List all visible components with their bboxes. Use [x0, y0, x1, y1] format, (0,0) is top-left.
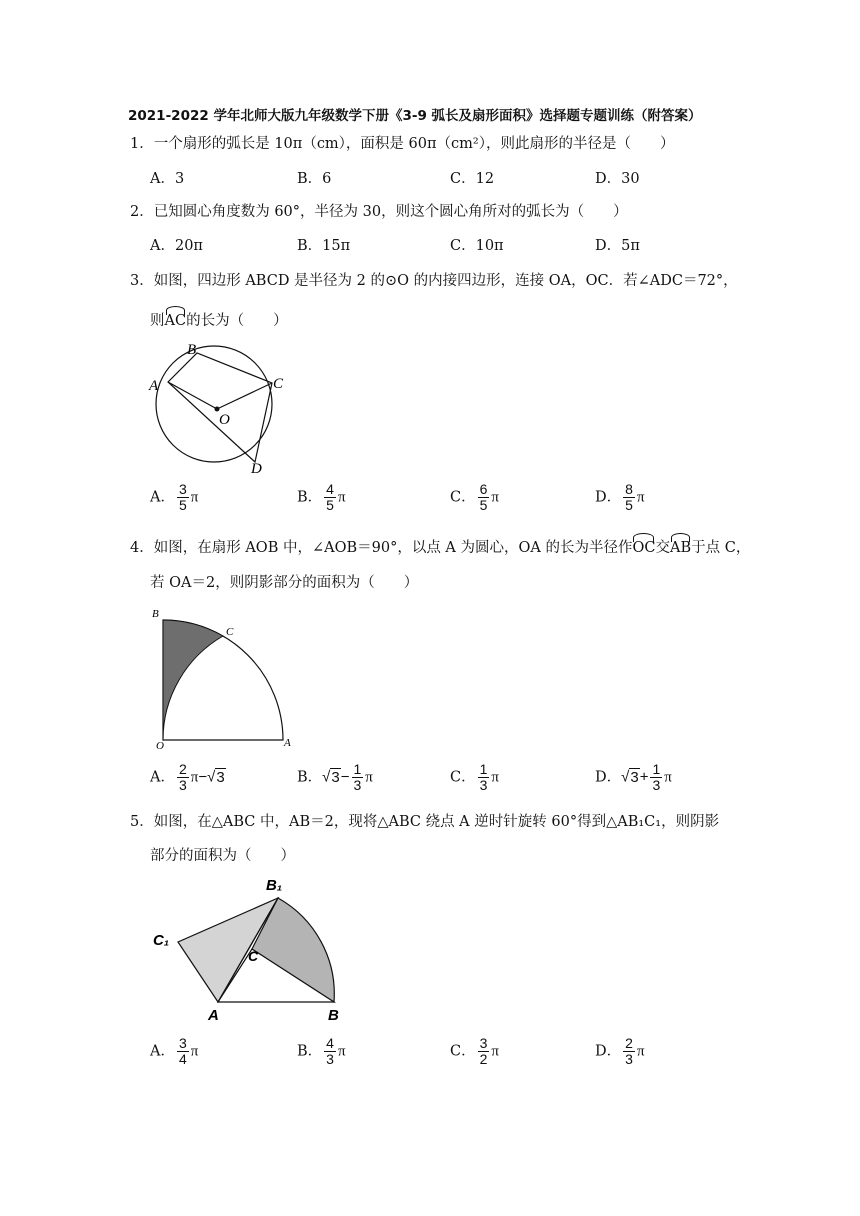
question-1-text: 1．一个扇形的弧长是 10π（cm），面积是 60π（cm²），则此扇形的半径是（ ）	[130, 136, 675, 152]
q5-option-d: D． $\frac{2}{3}$ π	[595, 1035, 645, 1067]
label-c1: C₁	[153, 932, 170, 949]
question-4-line-2: 若 OA＝2，则阴影部分的面积为（ ）	[150, 575, 419, 591]
label-c: C	[248, 948, 259, 964]
q4-option-c: C． $\frac{1}{3}$ π	[450, 761, 499, 793]
label-c: C	[273, 376, 284, 392]
q3-option-b: B． $\frac{4}{5}$ π	[297, 481, 346, 513]
label-a: A	[284, 737, 291, 749]
q3-text-post: 的长为（ ）	[186, 313, 288, 329]
q4-option-d: D．√3+ $\frac{1}{3}$ π	[595, 761, 672, 793]
q4-option-b: B．√3− $\frac{1}{3}$ π	[297, 761, 373, 793]
center-point-o	[215, 407, 220, 412]
label-a: A	[149, 378, 159, 394]
figure-circle-quadrilateral	[145, 340, 305, 480]
question-3-line-1: 3．如图，四边形 ABCD 是半径为 2 的⊙O 的内接四边形，连接 OA，OC．若∠ADC＝72°，	[130, 273, 738, 289]
label-a: A	[208, 1007, 219, 1024]
shaded-region	[163, 620, 223, 740]
document-title: 2021-2022 学年北师大版九年级数学下册《3-9 弧长及扇形面积》选择题专题训练（附答案）	[128, 108, 702, 124]
label-b: B	[152, 608, 159, 620]
label-o: O	[156, 740, 164, 751]
label-b: B	[187, 342, 197, 358]
q2-option-c: C．10π	[450, 238, 504, 254]
label-b: B	[328, 1007, 339, 1024]
q1-option-c: C．12	[450, 171, 495, 187]
arc-oc-symbol: OC	[632, 540, 656, 556]
label-o: O	[219, 412, 230, 428]
label-b1: B₁	[266, 877, 283, 894]
q3-option-c: C． $\frac{6}{5}$ π	[450, 481, 499, 513]
question-5-line-1: 5．如图，在△ABC 中，AB＝2，现将△ABC 绕点 A 逆时针旋转 60°得到△AB₁C₁，则阴影	[130, 814, 720, 830]
arc-ac-symbol: AC	[164, 313, 187, 329]
label-d: D	[251, 461, 262, 477]
question-2-text: 2．已知圆心角度数为 60°，半径为 30，则这个圆心角所对的弧长为（ ）	[130, 204, 628, 220]
figure-rotated-triangle	[148, 870, 358, 1030]
q1-option-b: B．6	[297, 171, 332, 187]
q5-option-a: A． $\frac{3}{4}$ π	[150, 1035, 199, 1067]
question-4-line-1: 4．如图，在扇形 AOB 中，∠AOB＝90°，以点 A 为圆心，OA 的长为半径作OC交AB于点 C，	[130, 540, 751, 556]
question-3-line-2	[150, 311, 288, 331]
q1-option-a: A．3	[150, 171, 185, 187]
segment-oc	[217, 383, 272, 409]
q3-option-a: A． $\frac{3}{5}$ π	[150, 481, 199, 513]
q3-text-pre: 则	[150, 313, 165, 329]
q2-option-b: B．15π	[297, 238, 351, 254]
label-c: C	[226, 626, 234, 638]
figure-sector-aob	[148, 603, 298, 751]
q3-option-d: D． $\frac{8}{5}$ π	[595, 481, 645, 513]
q1-option-d: D．30	[595, 171, 640, 187]
q4-option-a: A． $\frac{2}{3}$ π−√3	[150, 761, 225, 793]
q2-option-a: A．20π	[150, 238, 203, 254]
q2-option-d: D．5π	[595, 238, 640, 254]
arc-ab-symbol: AB	[669, 540, 692, 556]
q5-option-b: B． $\frac{4}{3}$ π	[297, 1035, 346, 1067]
q5-option-c: C． $\frac{3}{2}$ π	[450, 1035, 499, 1067]
question-5-line-2: 部分的面积为（ ）	[150, 848, 295, 864]
circle-o	[156, 346, 272, 462]
